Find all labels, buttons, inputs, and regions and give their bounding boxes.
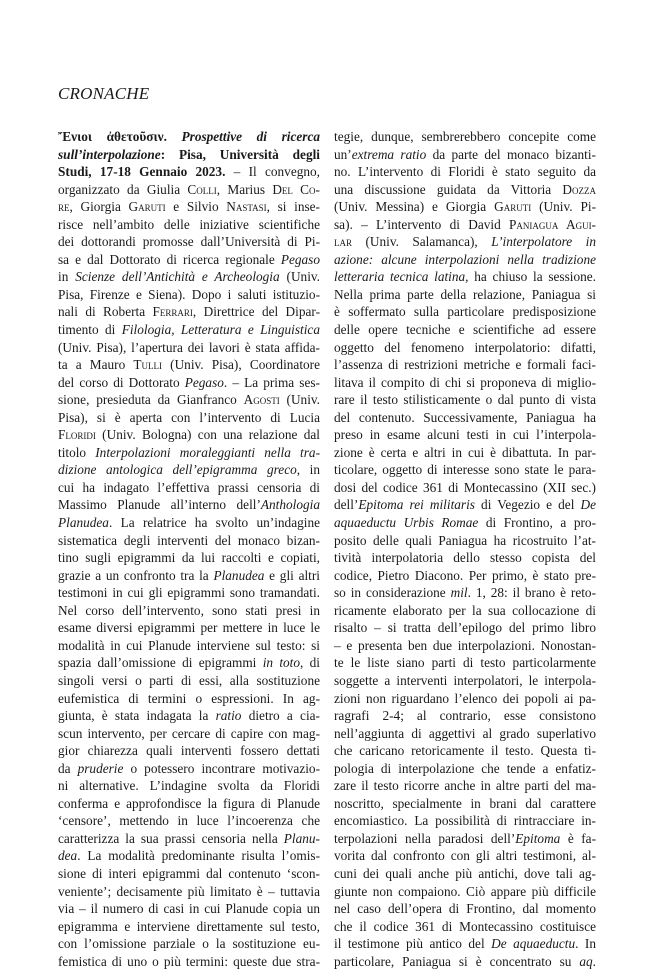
text-line	[58, 532, 320, 550]
text-line	[334, 672, 596, 690]
text-line	[334, 251, 596, 269]
text-run: letteraria tecnica latina,	[334, 269, 469, 285]
text-line	[334, 795, 596, 813]
text-run: , Giorgia	[69, 199, 129, 215]
text-run: grazie a un confronto tra la	[58, 567, 214, 583]
text-line	[334, 286, 596, 304]
text-line	[58, 496, 320, 514]
text-run: . – La prima ses-	[223, 374, 320, 390]
text-line	[58, 654, 320, 672]
text-run: sione, presieduta da Gianfranco	[58, 392, 244, 408]
text-line	[58, 795, 320, 813]
text-run: giunte non compaiono. Ciò appare più difficile	[334, 883, 596, 899]
text-line	[58, 830, 320, 848]
text-line	[58, 602, 320, 620]
text-line	[58, 865, 320, 883]
text-run: un’	[334, 146, 352, 162]
text-run: dell’	[334, 497, 359, 513]
text-line	[334, 198, 596, 216]
text-line	[58, 690, 320, 708]
text-run: (Univ. Pisa), l’apertura dei lavori è stata affida-	[58, 339, 320, 355]
text-run: Dozza	[562, 181, 596, 197]
text-run: no. L’intervento di Floridi è stato seguito da	[334, 164, 596, 180]
text-line	[334, 128, 596, 146]
text-line	[58, 391, 320, 409]
text-line	[58, 777, 320, 795]
text-line	[334, 426, 596, 444]
text-line	[58, 584, 320, 602]
text-line	[58, 637, 320, 655]
text-run: soggette a interventi interpolatori, le interpola-	[334, 672, 596, 688]
text-line	[58, 268, 320, 286]
text-line	[334, 637, 596, 655]
text-run: (Univ. Pi-	[531, 199, 596, 215]
text-run: che il codice 361 di Montecassino costituisce	[334, 918, 596, 934]
text-run: zione è certa e altri in cui è dibattuta. In par-	[334, 444, 596, 460]
text-run: – Il convegno,	[225, 164, 320, 180]
text-run: gior chiarezza quali interventi fossero dettati	[58, 743, 320, 759]
text-run: , si inse-	[266, 199, 320, 215]
text-line	[58, 619, 320, 637]
text-line	[58, 198, 320, 216]
text-line	[58, 549, 320, 567]
text-run: e Silvio	[165, 199, 227, 215]
text-line	[334, 216, 596, 234]
text-run: (Univ.	[279, 269, 320, 285]
text-run: titolo	[58, 444, 96, 460]
text-run: il testimone più antico del	[334, 936, 492, 952]
text-line	[334, 479, 596, 497]
text-line	[334, 163, 596, 181]
text-run: , Direttrice del Dipar-	[192, 304, 320, 320]
text-line	[334, 865, 596, 883]
text-line	[58, 461, 320, 479]
text-line	[58, 567, 320, 585]
text-run: dei dottorandi promosse dall’Università di Pi-	[58, 234, 320, 250]
text-run: De	[580, 497, 596, 513]
text-run: Del Co-	[272, 181, 320, 197]
text-run: Garuti	[128, 199, 166, 215]
text-run: litava il compito di chi si proponeva di miglio-	[334, 374, 596, 390]
text-line	[334, 935, 596, 953]
text-run: Nel corso dell’intervento, sono stati presi in	[58, 602, 320, 618]
text-run: ricamente elaborato per la sua collocazione di	[334, 602, 596, 618]
text-line	[334, 707, 596, 725]
text-line	[334, 374, 596, 392]
text-run: noscritto, specialmente in brani dal carattere	[334, 795, 596, 811]
text-run: con l’omissione parziale o la sostituzione eu-	[58, 936, 320, 952]
text-line	[334, 584, 596, 602]
text-run: .	[592, 953, 596, 969]
text-run: in toto	[262, 655, 301, 671]
text-run: ratio	[215, 708, 242, 724]
text-run: aq	[579, 953, 593, 969]
text-run: Paniagua Agui-	[509, 216, 596, 232]
text-run: Garuti	[494, 199, 532, 215]
text-run: (Univ. Bologna) con una relazione dal	[95, 427, 320, 443]
text-run: preso in esame alcuni testi in cui l’interpola-	[334, 427, 596, 443]
text-run: sa). – L’intervento di David	[334, 216, 510, 232]
text-run: una discussione guidata da Vittoria	[334, 181, 563, 197]
text-line	[334, 742, 596, 760]
text-run: Prospettive di ricerca	[181, 129, 320, 144]
text-run: è soffermato sulla particolare predisposizione	[334, 304, 596, 320]
text-run: . In	[575, 936, 597, 952]
text-line	[334, 812, 596, 830]
right-column	[334, 128, 596, 970]
text-run: caratterizza la sua prassi censoria nella	[58, 830, 284, 846]
text-run: nel caso dell’opera di Frontino, dal momento	[334, 901, 596, 917]
text-run: L’interpolatore in	[491, 234, 596, 250]
text-run: l’assenza di restrizioni metriche e formali faci-	[334, 357, 596, 373]
text-run: rare il testo stilisticamente o dal punto di vista	[334, 392, 596, 408]
text-line	[58, 900, 320, 918]
text-line	[334, 496, 596, 514]
text-line	[58, 479, 320, 497]
text-run: Filologia, Letteratura e Linguistica	[121, 322, 320, 338]
text-run: da	[58, 760, 78, 776]
text-run: ha chiuso la sessione.	[468, 269, 596, 285]
text-run: ni alternative. L’indagine svolta da Floridi	[58, 778, 320, 794]
text-line	[334, 303, 596, 321]
text-line	[334, 181, 596, 199]
text-run: Massimo Planude all’interno dell’	[58, 497, 261, 513]
text-run: re	[58, 199, 70, 215]
text-run: – e presenta ben due interpolazioni. Nonostan-	[334, 637, 596, 653]
text-run: azione: alcune interpolazioni nella tradizione	[334, 251, 596, 267]
text-run: terpolazioni nella paradosi dell’	[334, 830, 516, 846]
left-column	[58, 128, 320, 970]
text-line	[58, 321, 320, 339]
text-run: , di	[300, 655, 321, 671]
text-run: timento di	[58, 322, 122, 338]
text-line	[58, 953, 320, 970]
text-line	[334, 146, 596, 164]
text-run: (Univ.	[279, 392, 321, 408]
text-run: : Pisa, Università degli	[160, 146, 320, 162]
text-run: zare il testo ricorre anche in altre parti del ma-	[334, 778, 596, 794]
text-run: (Univ. Messina) e Giorgia	[334, 199, 495, 215]
text-line	[334, 619, 596, 637]
text-run: via – il numero di casi in cui Planude copia un	[58, 901, 320, 917]
text-line	[334, 883, 596, 901]
text-line	[334, 953, 596, 970]
text-run: ragrafi 2-4; al contrario, esse consistono	[334, 708, 596, 724]
text-run: Ferrari	[152, 304, 193, 320]
text-run: delle opere tecniche e scientifiche ad essere	[334, 322, 596, 338]
text-run: Nastasi	[226, 199, 267, 215]
text-run: tività interpolatoria dello stesso copista del	[334, 550, 596, 566]
text-line	[58, 672, 320, 690]
text-run: lar	[334, 234, 352, 250]
text-run: singoli versi o parti di essi, alla sostituzione	[58, 672, 320, 688]
text-run: Scienze dell’Antichità e Archeologia	[75, 269, 280, 285]
text-run: dizione antologica dell’epigramma greco	[58, 462, 297, 478]
text-run: dietro a cia-	[241, 708, 320, 724]
text-line	[334, 339, 596, 357]
text-run: Studi, 17-18 Gennaio 2023.	[58, 164, 226, 180]
text-run: Floridi	[58, 427, 96, 443]
text-line	[334, 918, 596, 936]
text-run: Interpolazioni moraleggianti nella tra-	[95, 444, 320, 460]
text-line	[58, 251, 320, 269]
text-line	[58, 918, 320, 936]
text-run: sull’interpolazione	[58, 146, 161, 162]
text-line	[58, 409, 320, 427]
text-run: cui ha indagato l’effettiva prassi censoria di	[58, 479, 320, 495]
text-run: De aquaeductu	[491, 936, 576, 952]
text-run: del corso di Dottorato	[58, 374, 185, 390]
text-run: testimoni in cui gli epigrammi sono tramandati.	[58, 585, 320, 601]
text-line	[334, 602, 596, 620]
text-run: Agosti	[243, 392, 280, 408]
text-run: particolare, Paniagua si è concentrato su	[334, 953, 580, 969]
text-line	[58, 760, 320, 778]
text-run: risalto – si tratta dell’epilogo del primo libro	[334, 620, 596, 636]
text-run: femistica di uno o più termini: queste due stra-	[58, 953, 320, 969]
text-line	[58, 128, 320, 146]
text-line	[58, 707, 320, 725]
text-run: esame diversi epigrammi per mettere in luce le	[58, 620, 320, 636]
text-line	[334, 654, 596, 672]
text-run: Pegaso	[184, 374, 224, 390]
text-line	[58, 163, 320, 181]
text-line	[58, 303, 320, 321]
text-run: ta a Mauro	[58, 357, 134, 373]
text-run: . 1, 28: il brano è reto-	[467, 585, 596, 601]
text-line	[58, 181, 320, 199]
text-line	[334, 760, 596, 778]
text-run: cuni dei quali anche più antichi, dove tali ag-	[334, 865, 596, 881]
text-line	[334, 444, 596, 462]
text-run: te le liste siano parti di testo particolarmente	[334, 655, 596, 671]
text-run: è fa-	[560, 830, 596, 846]
text-run: so in considerazione	[334, 585, 451, 601]
text-run: tegie, dunque, sembrerebbero concepite come	[334, 129, 596, 144]
text-line	[334, 777, 596, 795]
text-run: ticolare, oggetto di interesse sono state le para-	[334, 462, 596, 478]
text-line	[334, 900, 596, 918]
text-run: veniente’; decisamente più limitato è – tuttavia	[58, 883, 320, 899]
text-run: Nella prima parte della relazione, Paniagua si	[334, 286, 596, 302]
text-line	[58, 146, 320, 164]
text-run: Anthologia	[260, 497, 320, 513]
text-run: e gli altri	[264, 567, 321, 583]
text-run: , Marius	[216, 181, 273, 197]
text-line	[58, 514, 320, 532]
text-run: Planudea	[58, 515, 109, 531]
text-line	[334, 532, 596, 550]
text-run: giunta, è stata indagata la	[58, 708, 216, 724]
text-run: eufemistica di termini o espressioni. In ag-	[58, 690, 320, 706]
text-run: o potessero incontrare motivazio-	[123, 760, 320, 776]
text-line	[58, 444, 320, 462]
text-run: da parte del monaco bizanti-	[426, 146, 596, 162]
text-run: oggetto del fenomeno interpolatorio: difatti,	[334, 339, 596, 355]
text-run: (Univ. Salamanca),	[352, 234, 492, 250]
text-run: Colli	[187, 181, 217, 197]
text-run: dea	[58, 848, 78, 864]
text-run: . La modalità predominante risulta l’omis-	[77, 848, 320, 864]
text-run: pologia di interpolazione che tende a enfatiz-	[334, 760, 596, 776]
text-line	[58, 286, 320, 304]
text-run: Epitoma rei militaris	[358, 497, 475, 513]
text-run: Pisa), si è aperta con l’intervento di Lucia	[58, 409, 320, 425]
text-line	[334, 233, 596, 251]
text-run: del contenuto. Successivamente, Paniagua ha	[334, 409, 596, 425]
text-line	[58, 426, 320, 444]
text-line	[334, 356, 596, 374]
text-run: in	[58, 269, 76, 285]
text-line	[58, 725, 320, 743]
text-run: spazia dall’omissione di epigrammi	[58, 655, 263, 671]
text-run: aquaeductu Urbis Romae	[334, 515, 479, 531]
text-run: ‘censore’, mettendo in luce l’incoerenza che	[58, 813, 320, 829]
text-run: che caricano retoricamente il testo. Questa ti-	[334, 743, 596, 759]
text-line	[334, 690, 596, 708]
text-line	[334, 409, 596, 427]
text-run: Planu-	[283, 830, 320, 846]
text-line	[58, 847, 320, 865]
text-run: risce nell’ambito delle iniziative scientifiche	[58, 216, 320, 232]
text-line	[334, 549, 596, 567]
text-run: Pisa, Firenze e Siena). Dopo i saluti istituzio-	[58, 286, 320, 302]
text-run: posito delle quali Paniagua ha ricostruito l’at-	[334, 532, 596, 548]
text-line	[334, 321, 596, 339]
text-line	[334, 514, 596, 532]
text-line	[58, 356, 320, 374]
text-line	[334, 847, 596, 865]
text-line	[58, 812, 320, 830]
text-line	[58, 883, 320, 901]
text-line	[334, 830, 596, 848]
text-run: modalità in cui Planude interviene sul testo: si	[58, 637, 320, 653]
text-line	[58, 742, 320, 760]
text-run: nali di Roberta	[58, 304, 153, 320]
text-run: sione di interi epigrammi dal contenuto ‘scon-	[58, 865, 320, 881]
text-run: Tulli	[133, 357, 162, 373]
text-run: Planudea	[213, 567, 265, 583]
text-run: scun intervento, per cercare di capire con mag-	[58, 725, 320, 741]
text-line	[58, 374, 320, 392]
text-run: Pegaso	[280, 251, 320, 267]
text-line	[58, 935, 320, 953]
section-title: CRONACHE	[58, 84, 150, 103]
text-line	[334, 567, 596, 585]
text-run: sistematica degli interventi del monaco bizan-	[58, 532, 320, 548]
text-run: pruderie	[77, 760, 124, 776]
text-line	[58, 216, 320, 234]
text-run: vorita dal confronto con gli altri testimoni, al-	[334, 848, 596, 864]
text-line	[334, 268, 596, 286]
text-run: zioni non riguardano l’elenco dei popoli ai pa-	[334, 690, 596, 706]
text-line	[334, 391, 596, 409]
text-run: Ἔνιοι ἀθετοῦσιν.	[58, 129, 182, 144]
text-run: mil	[450, 585, 468, 601]
text-line	[58, 233, 320, 251]
text-run: extrema ratio	[351, 146, 427, 162]
text-run: epigramma e interviene direttamente sul testo,	[58, 918, 320, 934]
text-line	[58, 339, 320, 357]
text-run: codice, Pietro Diacono. Per primo, è stato pre-	[334, 567, 596, 583]
text-run: . La relatrice ha svolto un’indagine	[108, 515, 320, 531]
text-run: di Vegezio e del	[474, 497, 581, 513]
text-run: nell’aggiunta di aggettivi al grado superlativo	[334, 725, 596, 741]
text-line	[334, 725, 596, 743]
text-run: tino sugli epigrammi da lui raccolti e copiati,	[58, 550, 320, 566]
text-run: dosi del codice 361 di Montecassino (XII sec.)	[334, 479, 596, 495]
text-run: (Univ. Pisa), Coordinatore	[162, 357, 320, 373]
text-run: organizzato da Giulia	[58, 181, 188, 197]
text-run: Epitoma	[515, 830, 561, 846]
text-run: di Frontino, a pro-	[478, 515, 596, 531]
text-line	[334, 461, 596, 479]
text-run: sa e dal Dottorato di ricerca regionale	[58, 251, 281, 267]
text-run: , in	[296, 462, 320, 478]
text-run: conferma e approfondisce la figura di Planude	[58, 795, 320, 811]
text-run: encomiastico. La possibilità di rintracciare in-	[334, 813, 596, 829]
